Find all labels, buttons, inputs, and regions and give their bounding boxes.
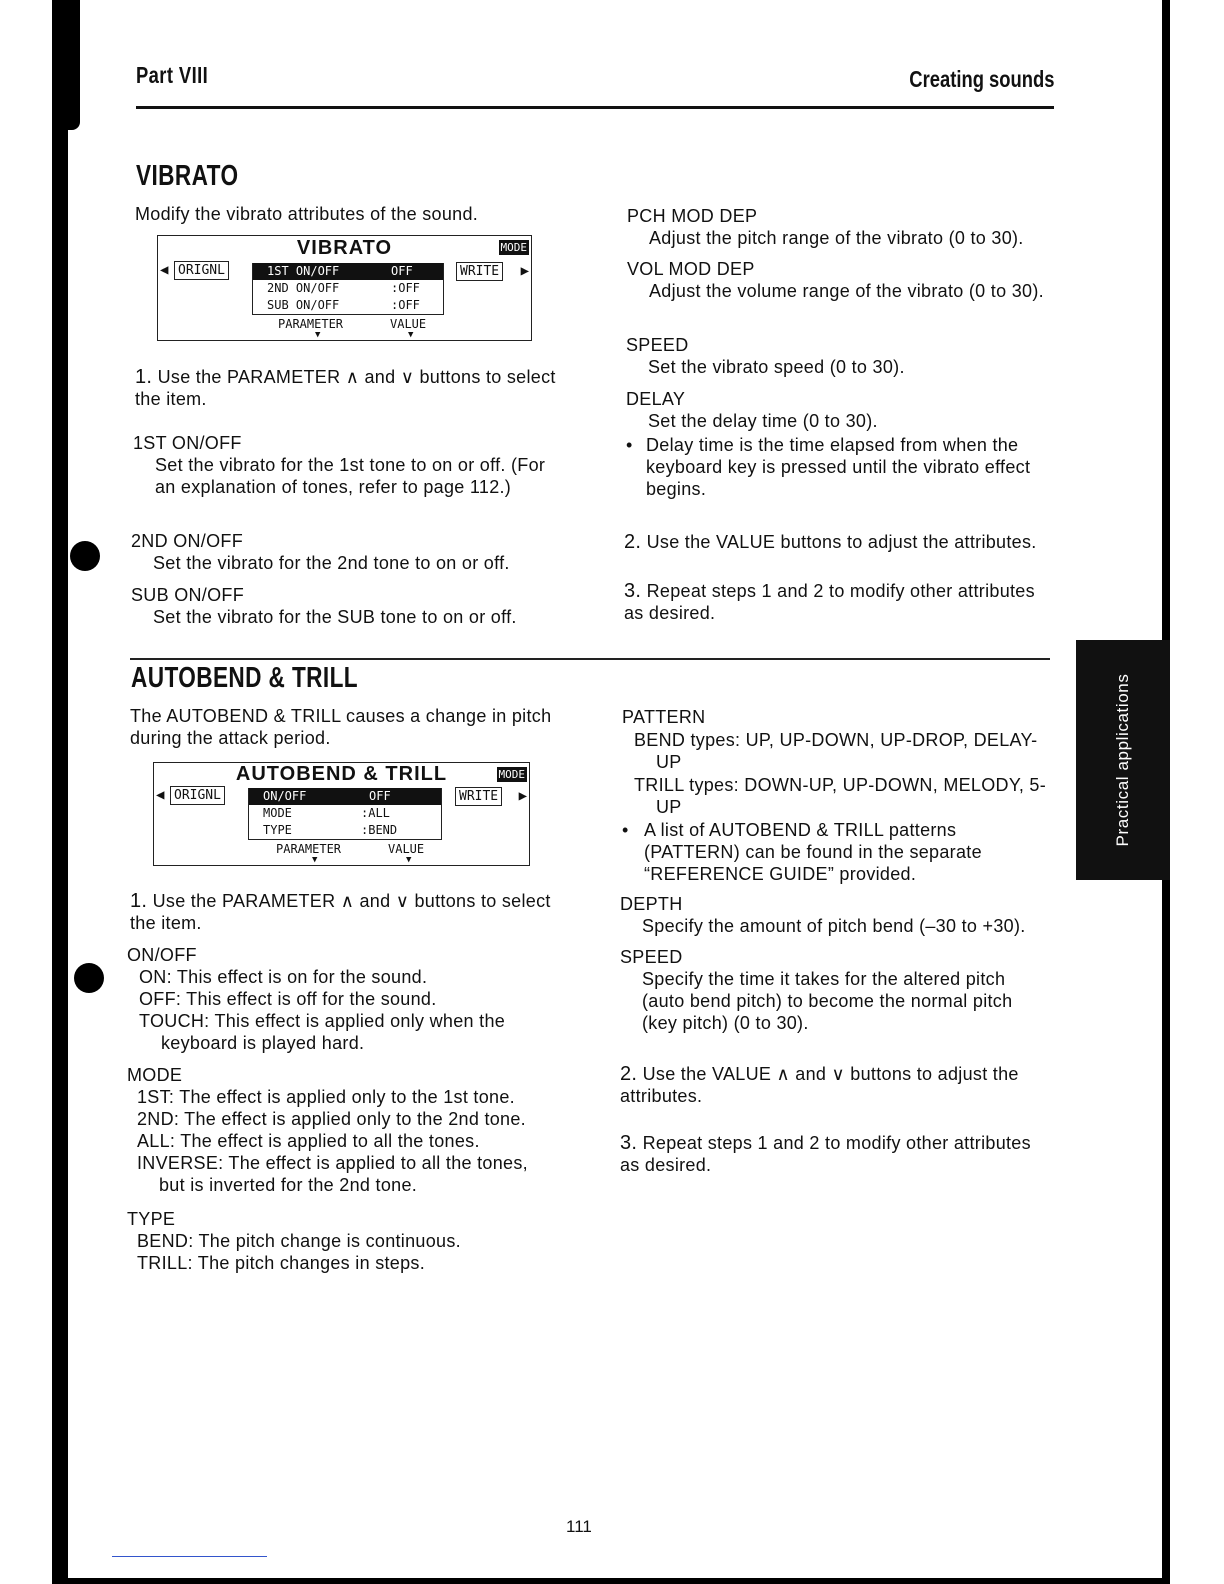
vibrato-lcd-panel bbox=[157, 235, 532, 341]
scan-edge-left bbox=[52, 0, 68, 1584]
list-item[interactable]: TYPE :BEND bbox=[263, 823, 398, 837]
list-item[interactable]: ON/OFF OFF bbox=[249, 788, 441, 805]
vibrato-item-1st: 1ST ON/OFF Set the vibrato for the 1st tone to on or off. (For an explanation of tones, refer to page 112.) bbox=[133, 433, 546, 497]
bullet-icon: • bbox=[622, 820, 629, 840]
section-divider bbox=[130, 658, 1050, 660]
vibrato-param-list bbox=[252, 263, 444, 315]
page-number: 111 bbox=[566, 1517, 592, 1536]
autobend-param-list bbox=[248, 788, 442, 840]
parameter-label: PARAMETER bbox=[278, 317, 344, 331]
vibrato-step2: 2. Use the VALUE buttons to adjust the attributes. bbox=[624, 531, 1037, 553]
down-triangle-icon: ▼ bbox=[315, 330, 321, 340]
vibrato-title: VIBRATO bbox=[136, 160, 239, 192]
side-tab-label: Practical applications bbox=[1113, 673, 1132, 847]
vibrato-item-sub: SUB ON/OFF Set the vibrato for the SUB tone to on or off. bbox=[131, 585, 517, 627]
part-label: Part VIII bbox=[136, 62, 209, 88]
autobend-intro: The AUTOBEND & TRILL causes a change in pitch during the attack period. bbox=[130, 706, 552, 748]
list-item[interactable]: SUB ON/OFF :OFF bbox=[267, 298, 420, 312]
section-label: Creating sounds bbox=[908, 66, 1054, 92]
scan-artifact-line bbox=[112, 1556, 267, 1557]
list-item[interactable]: MODE :ALL bbox=[263, 806, 390, 820]
value-label: VALUE bbox=[388, 842, 425, 856]
margin-dot-icon bbox=[74, 963, 104, 993]
bullet-icon: • bbox=[626, 435, 633, 455]
autobend-speed: SPEED Specify the time it takes for the altered pitch (auto bend pitch) to become the normal pitch (key pitch) (0 to 30). bbox=[620, 947, 1013, 1033]
vibrato-lcd-mode: MODE bbox=[500, 241, 527, 254]
autobend-lcd-mode: MODE bbox=[498, 768, 525, 781]
autobend-depth: DEPTH Specify the amount of pitch bend (–30 to +30). bbox=[620, 894, 1026, 936]
scan-edge-bottom bbox=[52, 1578, 1170, 1584]
autobend-step2: 2. Use the VALUE ∧ and ∨ buttons to adjust the attributes. bbox=[620, 1063, 1019, 1106]
scan-edge-notch bbox=[58, 0, 80, 130]
side-tab bbox=[1076, 640, 1170, 880]
autobend-step1: 1. Use the PARAMETER ∧ and ∨ buttons to select the item. bbox=[130, 890, 551, 933]
vibrato-item-delay: DELAY Set the delay time (0 to 30). bbox=[626, 389, 878, 431]
autobend-onoff: ON/OFF ON: This effect is on for the sound. OFF: This effect is off for the sound. TOUCH: This effect is applied only when the keyboard is played hard. bbox=[127, 945, 506, 1053]
autobend-type: TYPE BEND: The pitch change is continuous. TRILL: The pitch changes in steps. bbox=[127, 1209, 461, 1273]
left-arrow-icon: ◀ bbox=[160, 262, 169, 278]
vibrato-item-2nd: 2ND ON/OFF Set the vibrato for the 2nd tone to on or off. bbox=[131, 531, 510, 573]
autobend-lcd-panel bbox=[153, 762, 530, 866]
vibrato-lcd-title: VIBRATO bbox=[296, 237, 393, 259]
autobend-step3: 3. Repeat steps 1 and 2 to modify other attributes as desired. bbox=[620, 1132, 1031, 1175]
right-arrow-icon: ▶ bbox=[518, 788, 527, 804]
vibrato-bullet: • Delay time is the time elapsed from when the keyboard key is pressed until the vibrato effect begins. bbox=[626, 435, 1031, 499]
left-arrow-icon: ◀ bbox=[156, 787, 165, 803]
autobend-lcd-title: AUTOBEND & TRILL bbox=[235, 763, 448, 785]
vibrato-item-vol: VOL MOD DEP Adjust the volume range of the vibrato (0 to 30). bbox=[627, 259, 1044, 301]
right-arrow-icon: ▶ bbox=[520, 263, 529, 279]
down-triangle-icon: ▼ bbox=[312, 855, 318, 865]
vibrato-orignl-button[interactable]: ORIGNL bbox=[174, 261, 229, 280]
vibrato-step1: 1. Use the PARAMETER ∧ and ∨ buttons to select the item. bbox=[135, 366, 556, 409]
autobend-mode: MODE 1ST: The effect is applied only to the 1st tone. 2ND: The effect is applied only to the 2nd tone. ALL: The effect is applied to all the tones. INVERSE: The effect is applied to all the tones, but is inverted for the 2nd tone. bbox=[127, 1065, 528, 1195]
vibrato-step3: 3. Repeat steps 1 and 2 to modify other attributes as desired. bbox=[624, 580, 1035, 623]
autobend-orignl-button[interactable]: ORIGNL bbox=[170, 786, 225, 805]
value-label: VALUE bbox=[390, 317, 427, 331]
page-header bbox=[136, 60, 1054, 109]
vibrato-item-speed: SPEED Set the vibrato speed (0 to 30). bbox=[626, 335, 905, 377]
vibrato-intro: Modify the vibrato attributes of the sound. bbox=[135, 204, 479, 224]
vibrato-item-pch: PCH MOD DEP Adjust the pitch range of the vibrato (0 to 30). bbox=[627, 206, 1024, 248]
autobend-title: AUTOBEND & TRILL bbox=[131, 662, 358, 694]
list-item[interactable]: 2ND ON/OFF :OFF bbox=[267, 281, 420, 295]
autobend-write-button[interactable]: WRITE bbox=[455, 787, 502, 806]
parameter-label: PARAMETER bbox=[276, 842, 342, 856]
down-triangle-icon: ▼ bbox=[408, 330, 414, 340]
list-item[interactable]: 1ST ON/OFF OFF bbox=[253, 263, 443, 280]
autobend-pattern: PATTERN BEND types: UP, UP-DOWN, UP-DROP, DELAY-UP TRILL types: DOWN-UP, UP-DOWN, MELODY, 5-UP • A list of AUTOBEND & TRILL patterns (PATTERN) can be found in the separate “REFERENCE GUIDE” provided. bbox=[622, 707, 1047, 884]
down-triangle-icon: ▼ bbox=[406, 855, 412, 865]
vibrato-write-button[interactable]: WRITE bbox=[456, 262, 503, 281]
margin-dot-icon bbox=[70, 541, 100, 571]
